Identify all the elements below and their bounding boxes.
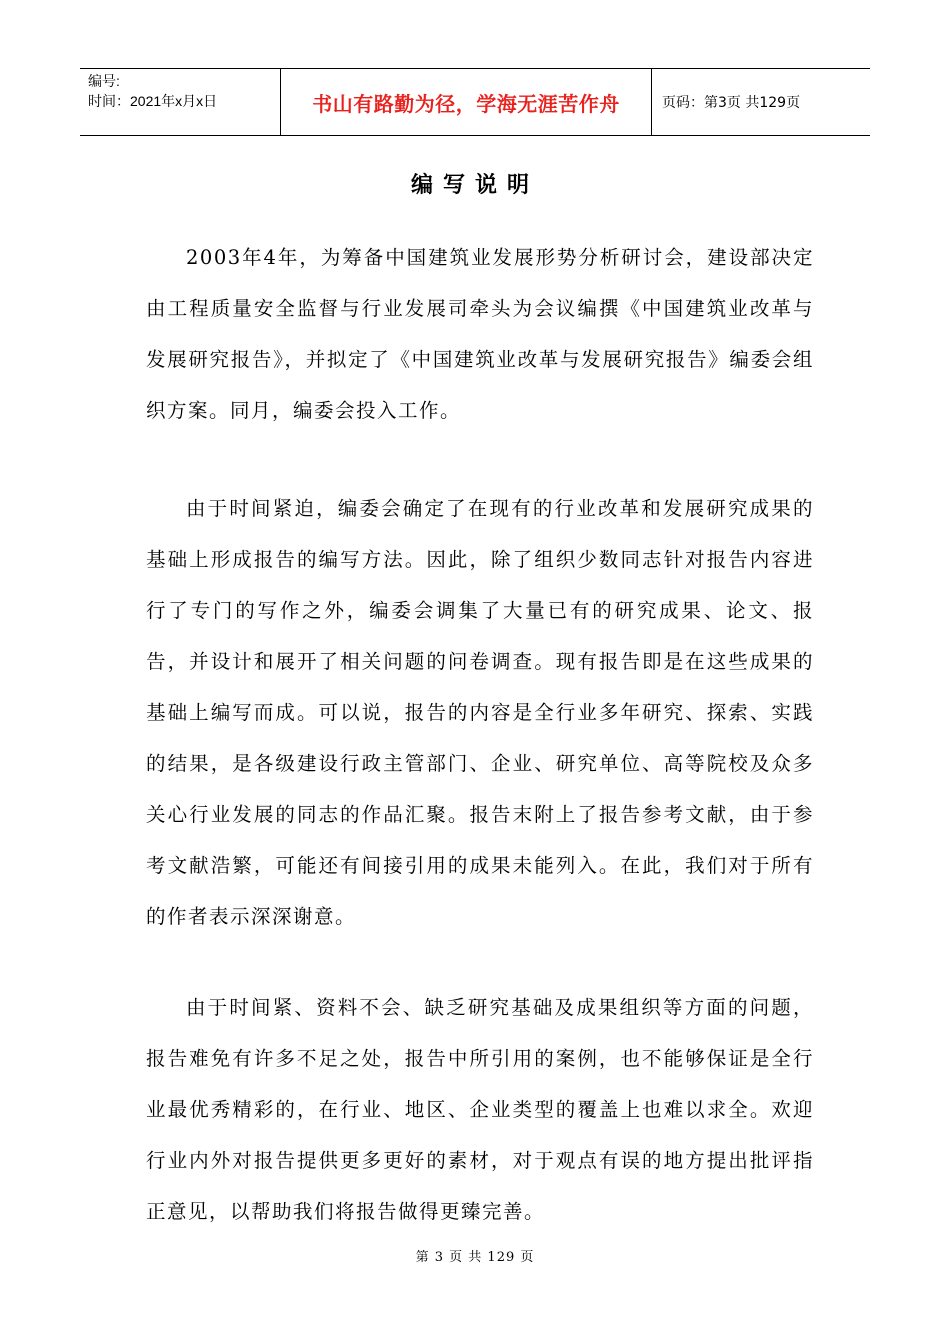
- document-title: 编写说明: [410, 173, 539, 198]
- paragraph-3: 由于时间紧、资料不会、缺乏研究基础及成果组织等方面的问题，报告难免有许多不足之处，报告中所引用的案例，也不能够保证是全行业最优秀精彩的，在行业、地区、企业类型的覆盖上也难以求全。欢迎行业内外对报告提供更多更好的素材，对于观点有误的地方提出批评指正意见，以帮助我们将报告做得更臻完善。: [146, 996, 814, 1223]
- serial-label: 编号:: [88, 73, 120, 89]
- motto-text: 书山有路勤为径，学海无涯苦作舟: [312, 91, 620, 116]
- paragraph-2: 由于时间紧迫，编委会确定了在现有的行业改革和发展研究成果的基础上形成报告的编写方法。因此，除了组织少数同志针对报告内容进行了专门的写作之外，编委会调集了大量已有的研究成果、论文、报告，并设计和展开了相关问题的问卷调查。现有报告即是在这些成果的基础上编写而成。可以说，报告的内容是全行业多年研究、探索、实践的结果，是各级建设行政主管部门、企业、研究单位、高等院校及众多关心行业发展的同志的作品汇聚。报告末附上了报告参考文献，由于参考文献浩繁，可能还有间接引用的成果未能列入。在此，我们对于所有的作者表示深深谢意。: [146, 497, 814, 928]
- header-meta: [80, 69, 280, 135]
- header-motto: [280, 69, 652, 135]
- page-footer: 第 3 页 共 129 页: [415, 1250, 535, 1265]
- page-info-text: 页码：第3页 共129页: [662, 95, 801, 111]
- paragraph-1: 2003年4年，为筹备中国建筑业发展形势分析研讨会，建设部决定由工程质量安全监督与行业发展司牵头为会议编撰《中国建筑业改革与发展研究报告》，并拟定了《中国建筑业改革与发展研究报告》编委会组织方案。同月，编委会投入工作。: [146, 246, 814, 422]
- page-header: [80, 68, 870, 136]
- header-page-info: [652, 69, 870, 135]
- time-label: 时间：2021年x月x日: [88, 93, 218, 109]
